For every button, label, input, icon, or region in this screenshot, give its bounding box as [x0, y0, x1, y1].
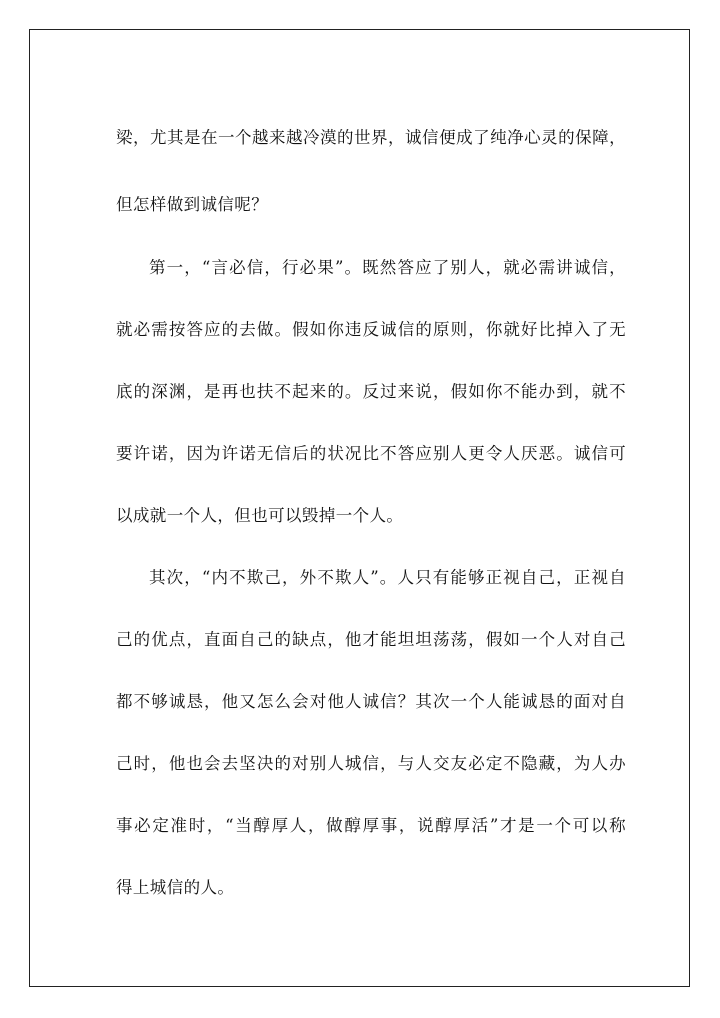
paragraph-first-line: 其次，“内不欺己，外不欺人”。人只有能够正视自己，正视自 — [149, 568, 626, 587]
text-line: 要许诺，因为许诺无信后的状况比不答应别人更令人厌恶。诚信可 — [116, 444, 626, 463]
text-line: 底的深渊，是再也扶不起来的。反过来说，假如你不能办到，就不 — [116, 382, 626, 401]
paragraph-first-line: 第一，“言必信，行必果”。既然答应了别人，就必需讲诚信， — [149, 258, 626, 277]
text-line: 得上城信的人。 — [116, 878, 235, 897]
text-line: 以成就一个人，但也可以毁掉一个人。 — [116, 506, 404, 525]
text-line: 但怎样做到诚信呢？ — [116, 195, 269, 214]
text-line: 己时，他也会去坚决的对别人城信，与人交友必定不隐藏，为人办 — [116, 754, 626, 773]
text-line: 事必定准时，“当醇厚人，做醇厚事，说醇厚活”才是一个可以称 — [116, 816, 626, 835]
text-line: 就必需按答应的去做。假如你违反诚信的原则，你就好比掉入了无 — [116, 320, 626, 339]
text-line: 都不够诚恳，他又怎么会对他人诚信？其次一个人能诚恳的面对自 — [116, 692, 626, 711]
text-line: 梁，尤其是在一个越来越冷漠的世界，诚信便成了纯净心灵的保障， — [116, 128, 626, 147]
text-line: 己的优点，直面自己的缺点，他才能坦坦荡荡，假如一个人对自己 — [116, 630, 626, 649]
